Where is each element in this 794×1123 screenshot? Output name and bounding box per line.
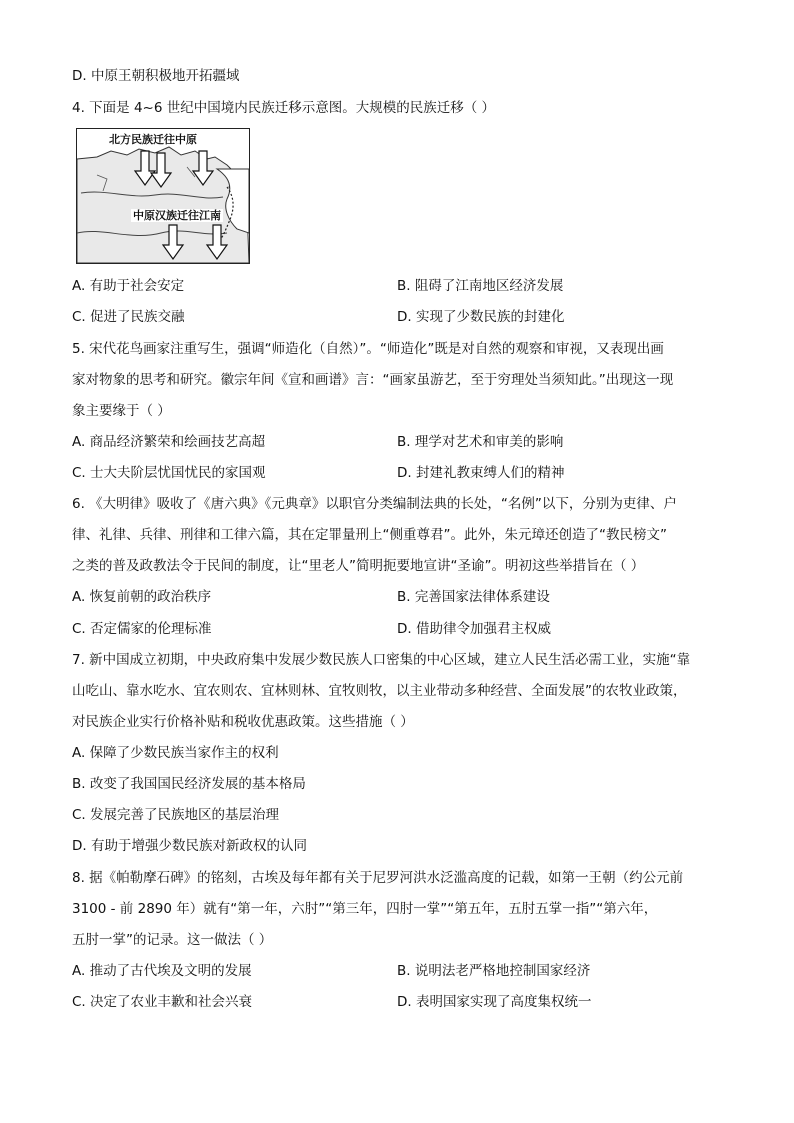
map-label-south: 中原汉族迁往江南 [133, 209, 221, 222]
q5-option-d: D. 封建礼教束缚人们的精神 [397, 465, 565, 481]
map-label-north: 北方民族迁往中原 [109, 133, 197, 146]
q5-stem-line2: 家对物象的思考和研究。徽宗年间《宣和画谱》言：“画家虽游艺，至于穷理处当须知此。”出现这一现 [72, 372, 674, 388]
q3-option-d: D. 中原王朝积极地开拓疆域 [72, 68, 240, 84]
q6-option-c: C. 否定儒家的伦理标准 [72, 621, 212, 637]
q7-stem-line2: 山吃山、靠水吃水、宜农则农、宜林则林、宜牧则牧，以主业带动多种经营、全面发展”的农牧业政策， [72, 683, 687, 699]
q5-stem-line3: 象主要缘于（ ） [72, 403, 171, 419]
q7-option-c: C. 发展完善了民族地区的基层治理 [72, 807, 280, 823]
q5-option-a: A. 商品经济繁荣和绘画技艺高超 [72, 434, 266, 450]
q6-option-a: A. 恢复前朝的政治秩序 [72, 589, 212, 605]
q7-option-d: D. 有助于增强少数民族对新政权的认同 [72, 838, 307, 854]
q8-option-a: A. 推动了古代埃及文明的发展 [72, 963, 252, 979]
q5-option-c: C. 士大夫阶层忧国忧民的家国观 [72, 465, 266, 481]
migration-map-figure [76, 128, 250, 264]
q8-option-d: D. 表明国家实现了高度集权统一 [397, 994, 592, 1010]
q6-stem-line2: 律、礼律、兵律、刑律和工律六篇，其在定罪量刑上“侧重尊君”。此外，朱元璋还创造了“教民榜文” [72, 527, 667, 543]
migration-map-drawing [77, 129, 249, 263]
q6-option-b: B. 完善国家法律体系建设 [397, 589, 550, 605]
q7-stem-line3: 对民族企业实行价格补贴和税收优惠政策。这些措施（ ） [72, 714, 414, 730]
q7-stem-line1: 7. 新中国成立初期，中央政府集中发展少数民族人口密集的中心区域，建立人民生活必需工业，实施“靠 [72, 652, 691, 668]
q8-option-c: C. 决定了农业丰歉和社会兴衰 [72, 994, 253, 1010]
q7-option-a: A. 保障了少数民族当家作主的权利 [72, 745, 279, 761]
q8-stem-line2: 3100 - 前 2890 年）就有“第一年，六肘”“第三年，四肘一掌”“第五年，五肘五掌一指”“第六年， [72, 901, 658, 917]
q4-option-a: A. 有助于社会安定 [72, 278, 185, 294]
q5-option-b: B. 理学对艺术和审美的影响 [397, 434, 564, 450]
q6-stem-line3: 之类的普及政教法令于民间的制度，让“里老人”简明扼要地宣讲“圣谕”。明初这些举措旨在（ ） [72, 558, 645, 574]
q4-option-d: D. 实现了少数民族的封建化 [397, 309, 565, 325]
q8-stem-line1: 8. 据《帕勒摩石碑》的铭刻，古埃及每年都有关于尼罗河洪水泛滥高度的记载，如第一王朝（约公元前 [72, 870, 684, 886]
q4-option-c: C. 促进了民族交融 [72, 309, 185, 325]
q4-option-b: B. 阻碍了江南地区经济发展 [397, 278, 564, 294]
q8-stem-line3: 五肘一掌”的记录。这一做法（ ） [72, 932, 273, 948]
q6-stem-line1: 6. 《大明律》吸收了《唐六典》《元典章》以职官分类编制法典的长处，“名例”以下，分别为吏律、户 [72, 496, 677, 512]
q5-stem-line1: 5. 宋代花鸟画家注重写生，强调“师造化（自然）”。“师造化”既是对自然的观察和审视，又表现出画 [72, 341, 664, 357]
q7-option-b: B. 改变了我国国民经济发展的基本格局 [72, 776, 306, 792]
q8-option-b: B. 说明法老严格地控制国家经济 [397, 963, 591, 979]
q4-stem: 4. 下面是 4~6 世纪中国境内民族迁移示意图。大规模的民族迁移（ ） [72, 100, 496, 116]
q6-option-d: D. 借助律令加强君主权威 [397, 621, 551, 637]
